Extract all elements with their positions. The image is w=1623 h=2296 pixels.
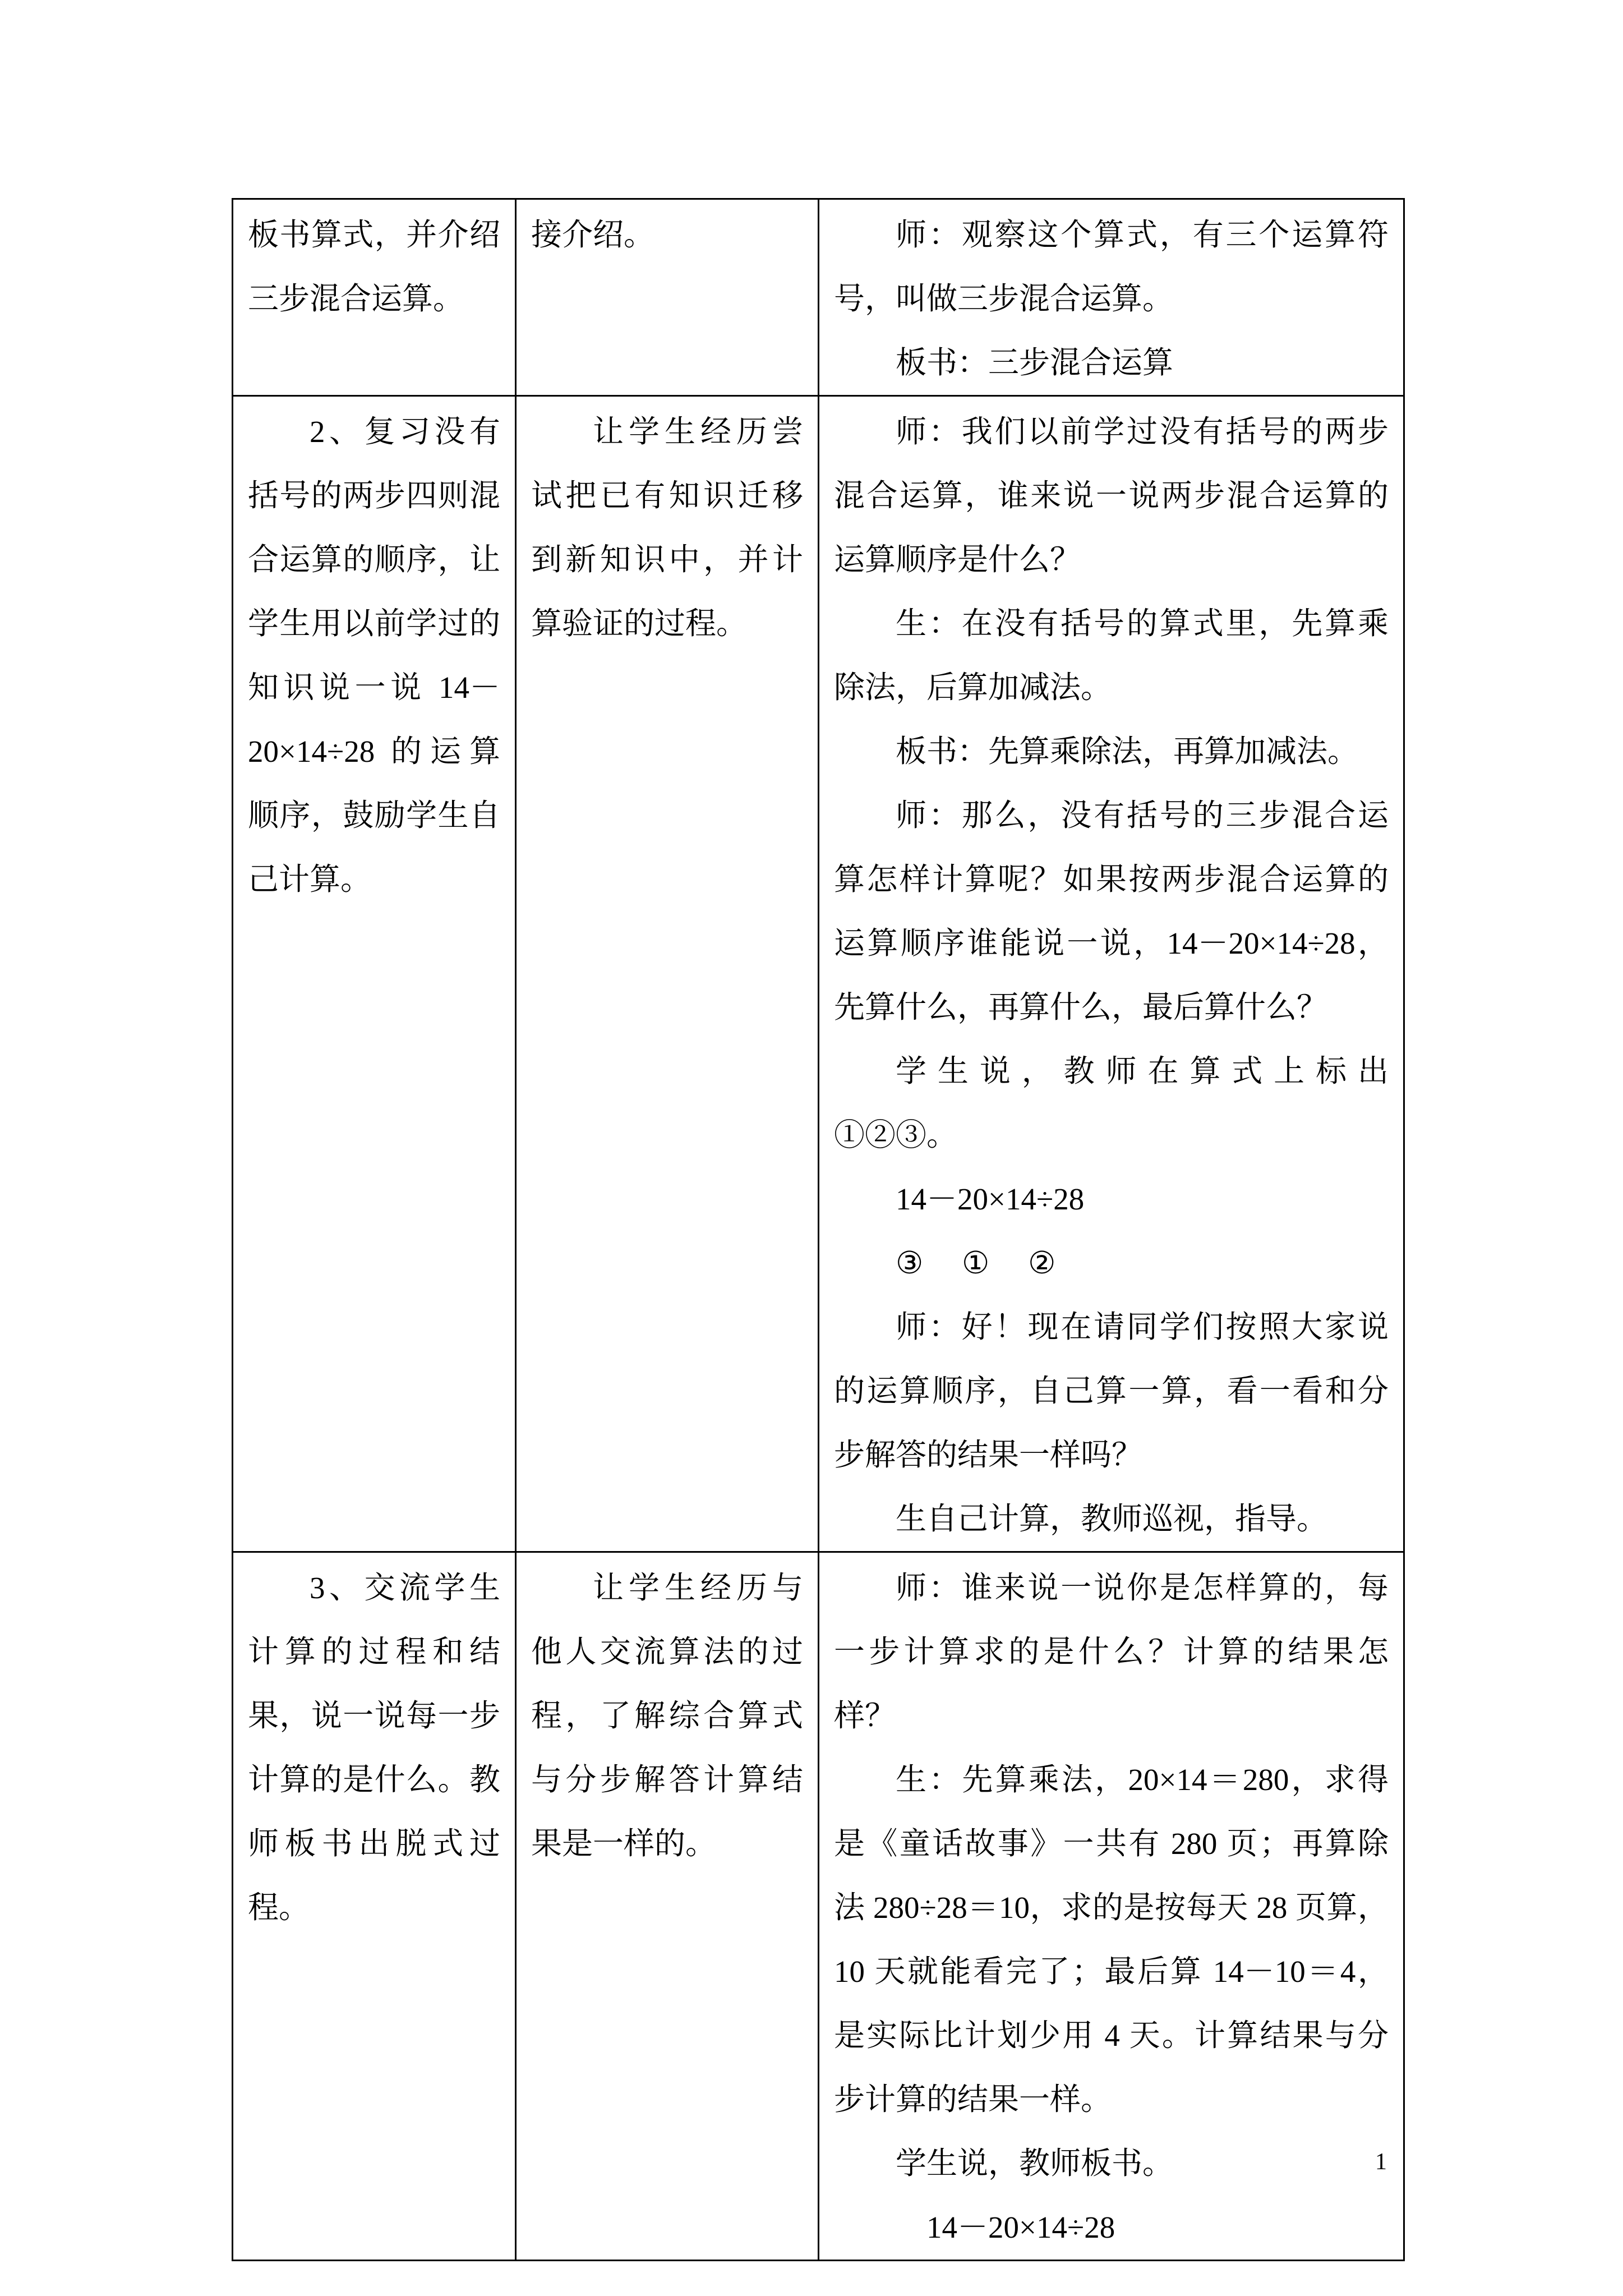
dialogue-paragraph: 生自己计算，教师巡视，指导。 bbox=[896, 1502, 1328, 1536]
step-text: 板书算式，并介绍三步混合运算。 bbox=[248, 218, 500, 316]
dialogue-paragraph: 学生说，教师在算式上标出①②③。 bbox=[834, 1054, 1389, 1152]
step-cell bbox=[233, 1552, 516, 2261]
lesson-plan-table bbox=[232, 198, 1405, 2261]
dialogue-cell bbox=[819, 396, 1404, 1552]
table-row bbox=[233, 199, 1404, 396]
step-cell bbox=[233, 199, 516, 396]
formula: 14－20×14÷28 bbox=[896, 1182, 1085, 1216]
dialogue-paragraph: 师：观察这个算式，有三个运算符号，叫做三步混合运算。 bbox=[834, 218, 1389, 316]
dialogue-cell bbox=[819, 199, 1404, 396]
formula: 14－20×14÷28 bbox=[926, 2210, 1115, 2244]
intent-cell bbox=[516, 199, 819, 396]
dialogue-paragraph: 师：那么，没有括号的三步混合运算怎样计算呢？如果按两步混合运算的运算顺序谁能说一说，14－20×14÷28，先算什么，再算什么，最后算什么？ bbox=[834, 798, 1389, 1024]
dialogue-paragraph: 板书：三步混合运算 bbox=[896, 346, 1174, 380]
intent-text: 让学生经历与他人交流算法的过程，了解综合算式与分步解答计算结果是一样的。 bbox=[531, 1571, 803, 1861]
step-text: 3、交流学生计算的过程和结果，说一说每一步计算的是什么。教师板书出脱式过程。 bbox=[248, 1571, 500, 1925]
dialogue-paragraph: 生：在没有括号的算式里，先算乘除法，后算加减法。 bbox=[834, 606, 1389, 705]
page-number: 1 bbox=[1375, 2149, 1387, 2175]
dialogue-paragraph: 生：先算乘法，20×14＝280，求得是《童话故事》一共有 280 页；再算除法 280÷28＝10，求的是按每天 28 页算，10 天就能看完了；最后算 14－10＝4，是实际比计划少用 4 天。计算结果与分步计算的结果一样。 bbox=[834, 1763, 1389, 2116]
dialogue-paragraph: 师：我们以前学过没有括号的两步混合运算，谁来说一说两步混合运算的运算顺序是什么？ bbox=[834, 415, 1389, 577]
dialogue-paragraph: 师：好！现在请同学们按照大家说的运算顺序，自己算一算，看一看和分步解答的结果一样吗？ bbox=[834, 1310, 1389, 1472]
table-row bbox=[233, 396, 1404, 1552]
dialogue-paragraph: 师：谁来说一说你是怎样算的，每一步计算求的是什么？计算的结果怎样？ bbox=[834, 1571, 1389, 1733]
intent-text: 接介绍。 bbox=[531, 218, 655, 252]
intent-cell bbox=[516, 396, 819, 1552]
dialogue-paragraph: 板书：先算乘除法，再算加减法。 bbox=[896, 734, 1359, 769]
dialogue-paragraph: 学生说，教师板书。 bbox=[896, 2146, 1174, 2180]
intent-cell bbox=[516, 1552, 819, 2261]
dialogue-cell bbox=[819, 1552, 1404, 2261]
intent-text: 让学生经历尝试把已有知识迁移到新知识中，并计算验证的过程。 bbox=[531, 415, 803, 641]
step-text: 2、复习没有括号的两步四则混合运算的顺序，让学生用以前学过的知识说一说 14－20×14÷28 的运算顺序，鼓励学生自己计算。 bbox=[248, 415, 500, 896]
table-row bbox=[233, 1552, 1404, 2261]
step-cell bbox=[233, 396, 516, 1552]
order-markers: ③ ① ② bbox=[896, 1246, 1056, 1280]
